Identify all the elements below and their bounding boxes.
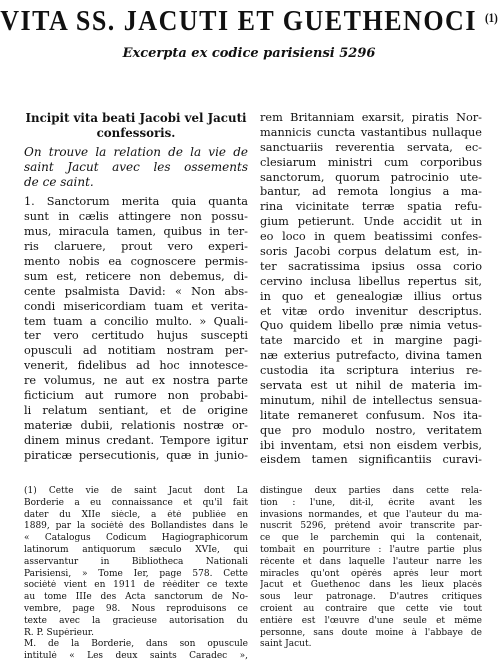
- body-text-line: dinem minus credant. Tempore igitur: [24, 433, 248, 447]
- right-column: [260, 111, 482, 468]
- footnote-line: croient au contraire que cette vie tout: [260, 603, 482, 614]
- document-title: [0, 5, 498, 38]
- body-text-line: in quo et genealogiæ illius ortus: [260, 289, 482, 303]
- body-text-line: li relatum sentiant, et de origine: [24, 403, 248, 417]
- body-text-line: cervino inclusa libellus repertus sit,: [260, 274, 482, 288]
- body-text-line: minutum, nihil de intellectus sensua-: [260, 393, 482, 407]
- footnotes-right: [260, 486, 482, 651]
- body-text-line: condi misericordiam tuam et verita-: [24, 299, 248, 313]
- body-text-line: mus, miracula tamen, quibus in ter-: [24, 225, 248, 239]
- body-text-line: ibi inventam, etsi non eisdem verbis,: [260, 438, 482, 452]
- body-text-line: mento nobis ea cognoscere permis-: [24, 255, 248, 269]
- footnote-line: asservantur in Bibliotheca Nationali: [24, 556, 248, 567]
- body-text-line: bantur, ad remota longius a ma-: [260, 185, 482, 199]
- body-text-line: re volumus, ne aut ex nostra parte: [24, 374, 248, 388]
- body-text-line: litate remaneret confusum. Nos ita-: [260, 408, 482, 422]
- footnote-line: M. de la Borderie, dans son opuscule: [24, 639, 248, 650]
- footnote-line: tion : l'une, dit-il, écrite avant les: [260, 497, 482, 508]
- footnote-line: tombait en pourriture : l'autre partie plus: [260, 544, 482, 555]
- section-heading-line: Incipit vita beati Jacobi vel Jacuti: [25, 111, 247, 125]
- body-text-line: Quo quidem libello præ nimia vetus-: [260, 319, 482, 333]
- footnote-line: intitulé « Les deux saints Caradec »,: [24, 651, 248, 662]
- footnote-line: « Catalogus Codicum Hagiographicorum: [24, 533, 248, 544]
- footnote-line: 1889, par la société des Bollandistes dans le: [24, 521, 248, 532]
- section-heading-line: confessoris.: [96, 125, 176, 140]
- footnote-line: entière est l'œuvre d'une seule et même: [260, 615, 482, 626]
- body-text-line: rem Britanniam exarsit, piratis Nor-: [260, 111, 482, 124]
- footnotes-left: [24, 486, 248, 663]
- body-text-line: ter sacratissima ipsius ossa corio: [260, 259, 482, 273]
- body-text-line: 1. Sanctorum merita quia quanta: [24, 195, 248, 209]
- intro-line: saint Jacut avec les ossements: [24, 159, 248, 174]
- body-text-line: rina vicinitate terræ spatia refu-: [260, 200, 482, 214]
- body-text-line: cente psalmista David: « Non abs-: [24, 284, 248, 298]
- body-text-line: ter vero certitudo hujus suscepti: [24, 329, 248, 343]
- body-text-line: soris Jacobi corpus delatum est, in-: [260, 245, 482, 259]
- body-text-line: mannicis cuncta vastantibus nullaque: [260, 125, 482, 139]
- footnote-line: sous leur patronage. D'autres critiques: [260, 592, 482, 603]
- body-text-line: tem tuam a concilio multo. » Quali-: [24, 314, 248, 328]
- body-text-line: ris claruere, prout vero experi-: [24, 240, 248, 254]
- body-text-line: sanctuariis reverentia servata, ec-: [260, 140, 482, 154]
- footnote-line: (1) Cette vie de saint Jacut dont La: [24, 486, 248, 496]
- body-text-line: et vitæ ordo invenitur descriptus.: [260, 304, 482, 318]
- footnote-line: au tome IIIe des Acta sanctorum de No-: [24, 592, 248, 603]
- body-text-line: eo loco in quem beatissimi confes-: [260, 230, 482, 244]
- body-text-line: eisdem tamen significantiis curavi-: [260, 453, 482, 467]
- footnote-line: distingue deux parties dans cette rela-: [260, 486, 482, 496]
- body-text-line: custodia ita scriptura interius re-: [260, 364, 482, 378]
- body-text-line: que pro modulo nostro, veritatem: [260, 423, 482, 437]
- footnote-line: R. P. Supérieur.: [24, 627, 94, 638]
- footnote-line: vembre, page 98. Nous reproduisons ce: [24, 603, 248, 614]
- footnote-line: dater du XIIe siècle, a été publiée en: [24, 509, 248, 520]
- footnote-line: Parisiensi, » Tome Ier, page 578. Cette: [24, 568, 248, 579]
- title-text: VITA SS. JACUTI ET GUETHENOCI: [0, 4, 477, 37]
- footnote-line: société vient en 1911 de rééditer ce texte: [24, 580, 248, 591]
- intro-line: de ce saint.: [24, 174, 94, 189]
- body-text-line: sum est, reticere non debemus, di-: [24, 269, 248, 283]
- footnote-line: Jacut et Guethenoc dans les lieux placés: [260, 580, 482, 591]
- footnote-line: texte avec la gracieuse autorisation du: [24, 615, 248, 626]
- body-text-line: sanctorum, quorum patrocinio ute-: [260, 170, 482, 184]
- body-text-line: clesiarum ministri cum corporibus: [260, 155, 482, 169]
- title-footnote-marker: (1): [484, 12, 498, 26]
- body-text-line: ficticium aut rumore non probabi-: [24, 389, 248, 403]
- footnote-line: personne, sans doute moine à l'abbaye de: [260, 627, 482, 638]
- body-text-line: tate marcido et in margine pagi-: [260, 334, 482, 348]
- body-text-line: næ exterius putrefacto, divina tamen: [260, 349, 482, 363]
- footnote-line: nuscrit 5296, prétend avoir transcrite par-: [260, 521, 482, 532]
- body-text-line: gium petierunt. Unde accidit ut in: [260, 215, 482, 229]
- body-text-line: venerit, fidelibus ad hoc innotesce-: [24, 359, 248, 373]
- footnote-line: miracles qu'ont opérés après leur mort: [260, 568, 482, 579]
- footnote-line: ce que le parchemin qui la contenait,: [260, 533, 482, 544]
- body-text-line: piraticæ persecutionis, quæ in junio-: [24, 448, 248, 462]
- footnote-line: latinorum antiquorum sæculo XVIe, qui: [24, 544, 248, 555]
- body-text-line: materiæ dubii, relationis nostræ or-: [24, 418, 248, 432]
- body-text-line: servata est ut nihil de materia im-: [260, 379, 482, 393]
- body-text-line: sunt in cælis attingere non possu-: [24, 210, 248, 224]
- intro-line: On trouve la relation de la vie de: [24, 144, 248, 159]
- document-subtitle: Excerpta ex codice parisiensi 5296: [122, 46, 376, 61]
- left-column: [24, 111, 248, 463]
- body-text-line: opusculi ad notitiam nostram per-: [24, 344, 248, 358]
- footnote-line: saint Jacut.: [260, 639, 312, 650]
- footnote-line: récente et dans laquelle l'auteur narre les: [260, 556, 482, 567]
- footnote-line: invasions normandes, et que l'auteur du ma-: [260, 509, 482, 520]
- footnote-line: Borderie a eu connaissance et qu'il fait: [24, 497, 248, 508]
